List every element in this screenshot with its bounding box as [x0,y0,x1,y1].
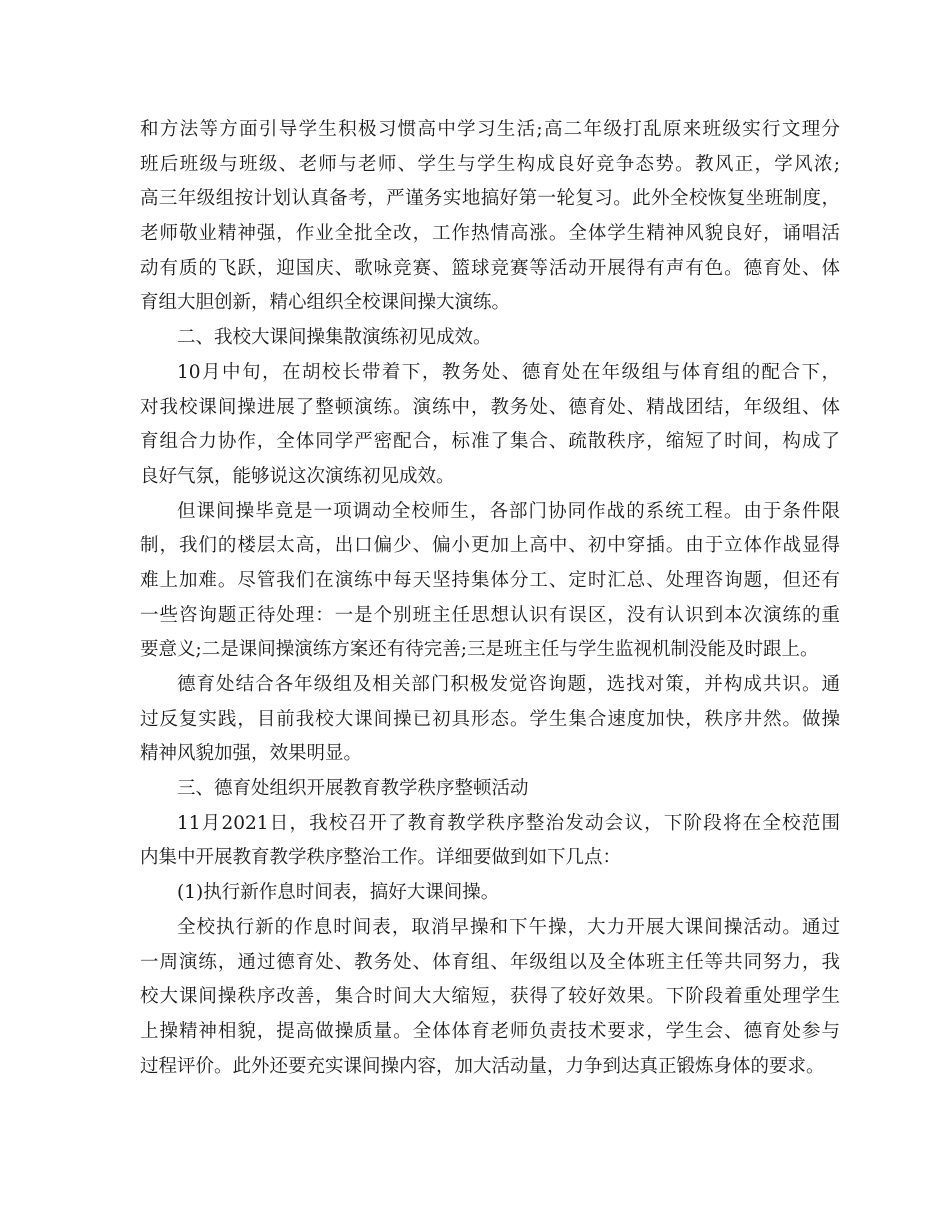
text-line: 一些咨询题正待处理：一是个别班主任思想认识有误区，没有认识到本次演练的重 [140,604,840,626]
text-line: 要意义;二是课间操演练方案还有待完善;三是班主任与学生监视机制没能及时跟上。 [140,639,819,661]
text-line: 三、德育处组织开展教育教学秩序整顿活动 [177,778,529,800]
text-line: 德育处结合各年级组及相关部门积极发觉咨询题，选找对策，并构成共识。通 [177,674,840,695]
text-line: 过程评价。此外还要充实课间操内容，加大活动量，力争到达真正锻炼身体的要求。 [140,1055,825,1077]
text-line: 良好气氛，能够说这次演练初见成效。 [140,465,455,487]
text-line: 育组合力协作，全体同学严密配合，标准了集合、疏散秩序，缩短了时间，构成了 [140,431,840,453]
text-line: 全校执行新的作息时间表，取消早操和下午操，大力开展大课间操活动。通过 [177,916,840,938]
text-line: 上操精神相貌，提高做操质量。全体体育老师负责技术要求，学生会、德育处参与 [140,1020,840,1042]
text-line: 校大课间操秩序改善，集合时间大大缩短，获得了较好效果。下阶段着重处理学生 [140,986,840,1008]
text-line: (1)执行新作息时间表，搞好大课间操。 [177,882,500,904]
text-line: 育组大胆创新，精心组织全校课间操大演练。 [140,292,511,314]
text-line: 一周演练，通过德育处、教务处、体育组、年级组以及全体班主任等共同努力，我 [140,951,840,973]
text-line: 老师敬业精神强，作业全批全改，工作热情高涨。全体学生精神风貌良好，诵唱活 [140,223,840,245]
text-line: 内集中开展教育教学秩序整治工作。详细要做到如下几点： [140,847,622,869]
text-line: 制，我们的楼层太高，出口偏少、偏小更加上高中、初中穿插。由于立体作战显得 [140,535,840,557]
text-line: 但课间操毕竟是一项调动全校师生，各部门协同作战的系统工程。由于条件限 [177,500,840,522]
text-line: 难上加难。尽管我们在演练中每天坚持集体分工、定时汇总、处理咨询题，但还有 [140,569,840,591]
text-line: 过反复实践，目前我校大课间操已初具形态。学生集合速度加快，秩序井然。做操 [140,708,840,730]
text-line: 10月中旬，在胡校长带着下，教务处、德育处在年级组与体育组的配合下， [177,361,840,383]
text-line: 二、我校大课间操集散演练初见成效。 [177,327,492,349]
text-line: 对我校课间操进展了整顿演练。演练中，教务处、德育处、精战团结，年级组、体 [140,396,840,418]
text-line: 和方法等方面引导学生积极习惯高中学习生活;高二年级打乱原来班级实行文理分 [140,119,840,140]
text-line: 高三年级组按计划认真备考，严谨务实地搞好第一轮复习。此外全校恢复坐班制度， [140,188,840,210]
text-line: 班后班级与班级、老师与老师、学生与学生构成良好竞争态势。教风正，学风浓; [140,153,840,175]
text-line: 11月2021日，我校召开了教育教学秩序整治发动会议，下阶段将在全校范围 [177,812,840,834]
body-text [140,113,840,1084]
text-line: 动有质的飞跃，迎国庆、歌咏竞赛、篮球竞赛等活动开展得有声有色。德育处、体 [140,257,840,279]
text-line: 精神风貌加强，效果明显。 [140,743,363,765]
